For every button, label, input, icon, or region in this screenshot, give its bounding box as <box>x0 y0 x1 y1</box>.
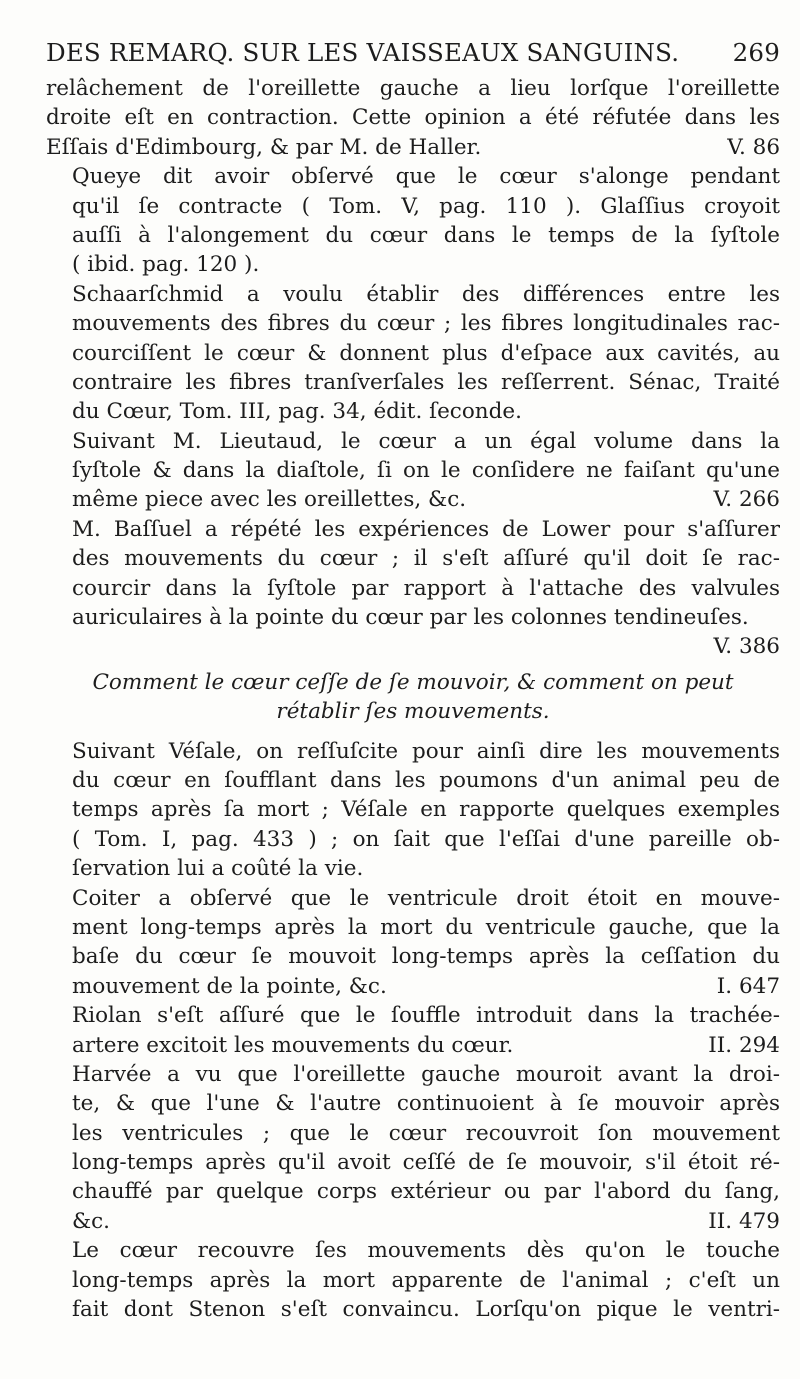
paragraph-lieutaud <box>46 427 780 515</box>
paragraph-stenon <box>46 1236 780 1324</box>
text-line: courciſſent le cœur & donnent plus d'eſpace aux cavités, au <box>72 340 780 366</box>
text-line: temps après ſa mort ; Véſale en rapporte quelques exemples <box>72 797 780 823</box>
volume-reference: V. 266 <box>713 487 780 513</box>
text-line <box>46 972 780 1001</box>
text-line: Riolan s'eſt aſſuré que le ſouffle introduit dans la trachée- <box>72 1003 780 1029</box>
text-line: Suivant M. Lieutaud, le cœur a un égal volume dans la <box>72 428 780 454</box>
volume-reference: II. 294 <box>708 1032 780 1058</box>
text-line: du cœur en ſoufflant dans les poumons d'un animal peu de <box>72 768 780 794</box>
text-line: ( Tom. I, pag. 433 ) ; on ſait que l'eſſai d'une pareille ob- <box>72 826 780 852</box>
paragraph-coiter <box>46 884 780 1002</box>
text-line <box>46 133 780 162</box>
text-line <box>46 485 780 514</box>
volume-reference: V. 386 <box>713 634 780 660</box>
paragraph-riolan <box>46 1001 780 1060</box>
running-header <box>46 32 780 74</box>
line-text: &c. <box>72 1208 111 1234</box>
text-line: te, & que l'une & l'autre continuoient à ſe mouvoir après <box>72 1091 780 1117</box>
line-text: mouvement de la pointe, &c. <box>72 973 387 999</box>
text-line: baſe du cœur ſe mouvoit long-temps après la ceſſation du <box>72 944 780 970</box>
text-line: ſervation lui a coûté la vie. <box>72 856 364 882</box>
paragraph-queye <box>46 162 780 280</box>
text-line: fait dont Stenon s'eſt convaincu. Lorſqu'on pique le ventri- <box>72 1297 780 1323</box>
line-text: artere excitoit les mouvements du cœur. <box>72 1032 514 1058</box>
text-line: Coiter a obſervé que le ventricule droit étoit en mouve- <box>72 885 780 911</box>
volume-reference: V. 86 <box>727 134 780 160</box>
line-text: même piece avec les oreillettes, &c. <box>72 487 467 513</box>
text-line: Le cœur recouvre ſes mouvements dès qu'on le touche <box>72 1238 780 1264</box>
text-line: Schaarſchmid a voulu établir des différences entre les <box>72 281 780 307</box>
text-line: long-temps après qu'il avoit ceſſé de ſe mouvoir, s'il étoit ré- <box>72 1150 780 1176</box>
text-line: des mouvements du cœur ; il s'eſt aſſuré qu'il doit ſe rac- <box>72 546 780 572</box>
text-line <box>46 1031 780 1060</box>
running-title: DES REMARQ. SUR LES VAISSEAUX SANGUINS. <box>46 38 680 67</box>
heading-line: Comment le cœur ceſſe de ſe mouvoir, & comment on peut <box>92 669 734 695</box>
text-line: auſſi à l'alongement du cœur dans le temps de la ſyſtole <box>72 222 780 248</box>
text-line: courcir dans la ſyſtole par rapport à l'attache des valvules <box>72 575 780 601</box>
text-line: du Cœur, Tom. III, pag. 34, édit. ſeconde. <box>72 399 522 425</box>
text-line: contraire les fibres tranſverſales les reſſerrent. Sénac, Traité <box>72 369 780 395</box>
text-line: qu'il ſe contracte ( Tom. V, pag. 110 ). Glaſſius croyoit <box>72 193 780 219</box>
volume-reference: I. 647 <box>716 973 780 999</box>
text-line: les ventricules ; que le cœur recouvroit ſon mouvement <box>72 1120 780 1146</box>
section-heading <box>46 668 780 727</box>
text-line <box>46 1207 780 1236</box>
text-line: ( ibid. pag. 120 ). <box>72 252 260 278</box>
text-line: auriculaires à la pointe du cœur par les colonnes tendineuſes. <box>72 605 749 631</box>
heading-line: rétablir ſes mouvements. <box>276 699 550 725</box>
text-line: long-temps après la mort apparente de l'animal ; c'eſt un <box>72 1267 780 1293</box>
text-line: droite eſt en contraction. Cette opinion a été réfutée dans les <box>46 105 780 131</box>
paragraph-harvee <box>46 1060 780 1236</box>
paragraph-vesale <box>46 737 780 884</box>
paragraph-haller <box>46 74 780 162</box>
page-number: 269 <box>732 38 780 67</box>
text-line: relâchement de l'oreillette gauche a lieu lorſque l'oreillette <box>46 76 780 101</box>
text-line: Suivant Véſale, on reſſuſcite pour ainſi dire les mouvements <box>72 738 780 764</box>
paragraph-schaarschmid <box>46 280 780 427</box>
line-text: Eſſais d'Edimbourg, & par M. de Haller. <box>46 134 482 160</box>
text-line: ment long-temps après la mort du ventricule gauche, que la <box>72 914 780 940</box>
paragraph-bassuel <box>46 515 780 633</box>
text-line: Queye dit avoir obſervé que le cœur s'alonge pendant <box>72 164 780 190</box>
text-line: M. Baſſuel a répété les expériences de Lower pour s'aſſurer <box>72 516 780 542</box>
text-line: Harvée a vu que l'oreillette gauche mouroit avant la droi- <box>72 1061 780 1087</box>
text-line: chauffé par quelque corps extérieur ou par l'abord du ſang, <box>72 1179 780 1205</box>
text-line: mouvements des fibres du cœur ; les fibres longitudinales rac- <box>72 311 780 337</box>
text-line: ſyſtole & dans la diaſtole, ſi on le conſidere ne faiſant qu'une <box>72 458 780 484</box>
volume-reference: II. 479 <box>708 1208 780 1234</box>
